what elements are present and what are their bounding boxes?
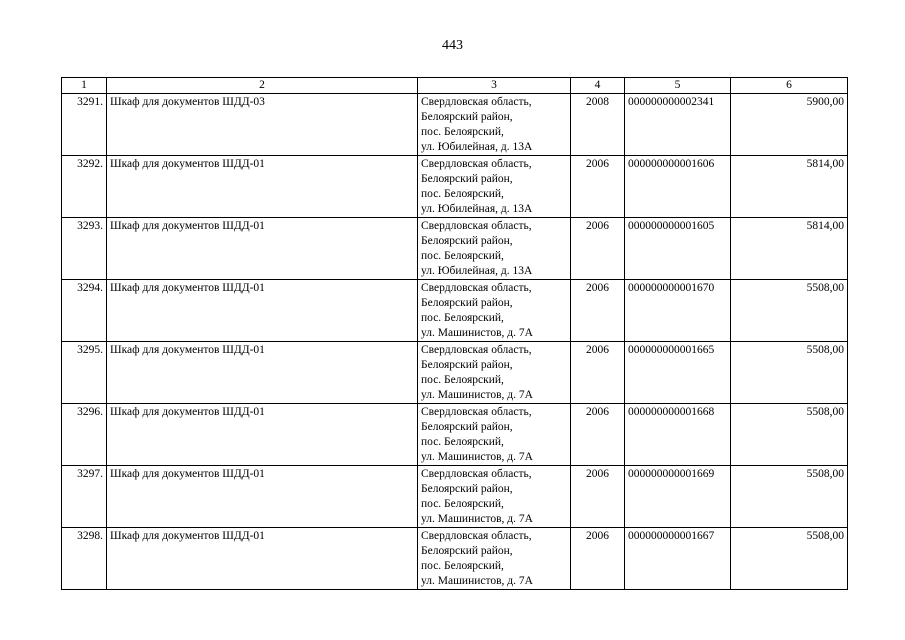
column-header-5: 5 <box>625 78 731 94</box>
table-row <box>62 218 848 280</box>
item-address <box>418 218 571 280</box>
item-name: Шкаф для документов ШДД-01 <box>107 404 418 466</box>
item-address <box>418 342 571 404</box>
address-line: ул. Машинистов, д. 7А <box>421 389 533 401</box>
address-line: Свердловская область, <box>421 158 532 170</box>
table-row <box>62 280 848 342</box>
item-cost: 5814,00 <box>731 156 848 218</box>
item-name: Шкаф для документов ШДД-01 <box>107 218 418 280</box>
address-line: пос. Белоярский, <box>421 498 504 510</box>
item-cost: 5508,00 <box>731 404 848 466</box>
column-header-1: 1 <box>62 78 107 94</box>
item-name: Шкаф для документов ШДД-01 <box>107 280 418 342</box>
address-line: пос. Белоярский, <box>421 374 504 386</box>
address-line: Белоярский район, <box>421 297 513 309</box>
address-line: ул. Машинистов, д. 7А <box>421 575 533 587</box>
item-inventory-number: 000000000001606 <box>625 156 731 218</box>
address-line: Свердловская область, <box>421 220 532 232</box>
item-inventory-number: 000000000001665 <box>625 342 731 404</box>
item-year: 2008 <box>571 94 625 156</box>
address-line: ул. Юбилейная, д. 13А <box>421 265 533 277</box>
table-row <box>62 94 848 156</box>
item-inventory-number: 000000000001669 <box>625 466 731 528</box>
address-line: Белоярский район, <box>421 545 513 557</box>
item-inventory-number: 000000000001605 <box>625 218 731 280</box>
address-line: ул. Машинистов, д. 7А <box>421 451 533 463</box>
item-year: 2006 <box>571 528 625 590</box>
item-cost: 5508,00 <box>731 528 848 590</box>
column-header-3: 3 <box>418 78 571 94</box>
row-number: 3291. <box>62 94 107 156</box>
item-address <box>418 528 571 590</box>
row-number: 3298. <box>62 528 107 590</box>
row-number: 3294. <box>62 280 107 342</box>
item-name: Шкаф для документов ШДД-01 <box>107 342 418 404</box>
address-line: Белоярский район, <box>421 421 513 433</box>
item-cost: 5508,00 <box>731 280 848 342</box>
address-line: Белоярский район, <box>421 235 513 247</box>
column-header-6: 6 <box>731 78 848 94</box>
item-inventory-number: 000000000001667 <box>625 528 731 590</box>
header-row <box>62 78 848 94</box>
address-line: пос. Белоярский, <box>421 188 504 200</box>
row-number: 3292. <box>62 156 107 218</box>
column-header-2: 2 <box>107 78 418 94</box>
table-body <box>62 94 848 590</box>
item-address <box>418 94 571 156</box>
column-header-4: 4 <box>571 78 625 94</box>
address-line: ул. Машинистов, д. 7А <box>421 513 533 525</box>
address-line: пос. Белоярский, <box>421 250 504 262</box>
address-line: пос. Белоярский, <box>421 312 504 324</box>
row-number: 3293. <box>62 218 107 280</box>
item-year: 2006 <box>571 342 625 404</box>
table-header <box>62 78 848 94</box>
row-number: 3295. <box>62 342 107 404</box>
item-address <box>418 404 571 466</box>
item-year: 2006 <box>571 280 625 342</box>
item-cost: 5508,00 <box>731 342 848 404</box>
row-number: 3297. <box>62 466 107 528</box>
item-inventory-number: 000000000001670 <box>625 280 731 342</box>
address-line: Свердловская область, <box>421 282 532 294</box>
inventory-table <box>61 77 848 590</box>
address-line: Белоярский район, <box>421 111 513 123</box>
table-row <box>62 404 848 466</box>
item-year: 2006 <box>571 466 625 528</box>
table-row <box>62 466 848 528</box>
address-line: пос. Белоярский, <box>421 436 504 448</box>
address-line: Белоярский район, <box>421 483 513 495</box>
address-line: Белоярский район, <box>421 359 513 371</box>
table-row <box>62 342 848 404</box>
item-name: Шкаф для документов ШДД-01 <box>107 528 418 590</box>
address-line: Свердловская область, <box>421 530 532 542</box>
item-name: Шкаф для документов ШДД-01 <box>107 156 418 218</box>
item-cost: 5900,00 <box>731 94 848 156</box>
item-inventory-number: 000000000002341 <box>625 94 731 156</box>
item-year: 2006 <box>571 404 625 466</box>
address-line: Свердловская область, <box>421 96 532 108</box>
page-number: 443 <box>442 38 463 53</box>
address-line: ул. Юбилейная, д. 13А <box>421 141 533 153</box>
item-cost: 5508,00 <box>731 466 848 528</box>
item-address <box>418 466 571 528</box>
item-year: 2006 <box>571 156 625 218</box>
address-line: Свердловская область, <box>421 344 532 356</box>
item-address <box>418 280 571 342</box>
address-line: Свердловская область, <box>421 406 532 418</box>
item-name: Шкаф для документов ШДД-01 <box>107 466 418 528</box>
address-line: пос. Белоярский, <box>421 560 504 572</box>
table-row <box>62 528 848 590</box>
row-number: 3296. <box>62 404 107 466</box>
item-name: Шкаф для документов ШДД-03 <box>107 94 418 156</box>
item-year: 2006 <box>571 218 625 280</box>
address-line: Белоярский район, <box>421 173 513 185</box>
item-address <box>418 156 571 218</box>
address-line: ул. Юбилейная, д. 13А <box>421 203 533 215</box>
address-line: пос. Белоярский, <box>421 126 504 138</box>
item-inventory-number: 000000000001668 <box>625 404 731 466</box>
address-line: Свердловская область, <box>421 468 532 480</box>
table-row <box>62 156 848 218</box>
address-line: ул. Машинистов, д. 7А <box>421 327 533 339</box>
item-cost: 5814,00 <box>731 218 848 280</box>
